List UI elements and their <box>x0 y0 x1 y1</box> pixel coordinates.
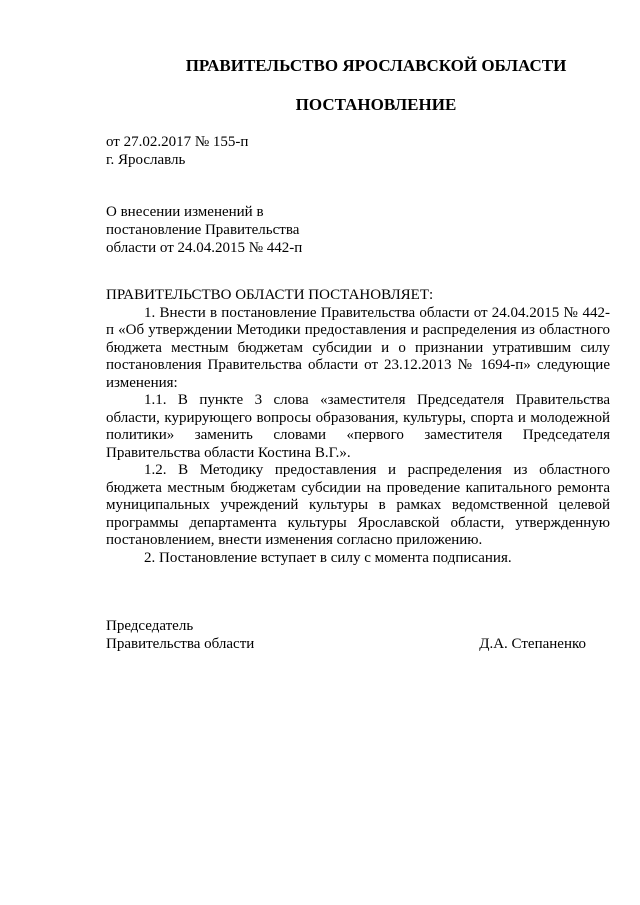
document-body <box>106 287 610 567</box>
document-subject <box>106 203 302 257</box>
body-paragraph-1-1: 1.1. В пункте 3 слова «заместителя Председателя Правительства области, курирующего вопросы образования, культуры, спорта и молодежной политики» заменить словами «первого заместителя Председателя Правительства области Костина В.Г.». <box>106 392 610 461</box>
subject-line: области от 24.04.2015 № 442-п <box>106 240 303 256</box>
signatory-position-org: Правительства области <box>106 635 255 652</box>
body-paragraph-1: 1. Внести в постановление Правительства области от 24.04.2015 № 442-п «Об утверждении Методики предоставления и распределения из областного бюджета местным бюджетам субсидии и о признании утратившим силу постановления Правительства области от 23.12.2013 № 1694-п» следующие изменения: <box>106 304 610 391</box>
government-title: ПРАВИТЕЛЬСТВО ЯРОСЛАВСКОЙ ОБЛАСТИ <box>185 56 567 75</box>
signatory-position: Председатель <box>106 618 194 634</box>
document-date-number: от 27.02.2017 № 155-п <box>106 134 249 150</box>
document-city: г. Ярославль <box>106 152 186 168</box>
subject-line: О внесении изменений в <box>106 204 264 220</box>
body-paragraph-1-2: 1.2. В Методику предоставления и распределения из областного бюджета местным бюджетам субсидии на проведение капитального ремонта муниципальных учреждений культуры в рамках ведомственной целевой программы департамента культуры Ярославской области, утвержденную постановлением, внести изменения согласно приложению. <box>106 462 610 548</box>
signature-block <box>106 618 610 653</box>
signatory-name: Д.А. Степаненко <box>479 635 586 652</box>
document-type-title: ПОСТАНОВЛЕНИЕ <box>295 95 457 114</box>
subject-line: постановление Правительства <box>106 222 300 238</box>
body-paragraph-2: 2. Постановление вступает в силу с момента подписания. <box>144 549 512 566</box>
body-preamble: ПРАВИТЕЛЬСТВО ОБЛАСТИ ПОСТАНОВЛЯЕТ: <box>106 287 434 303</box>
